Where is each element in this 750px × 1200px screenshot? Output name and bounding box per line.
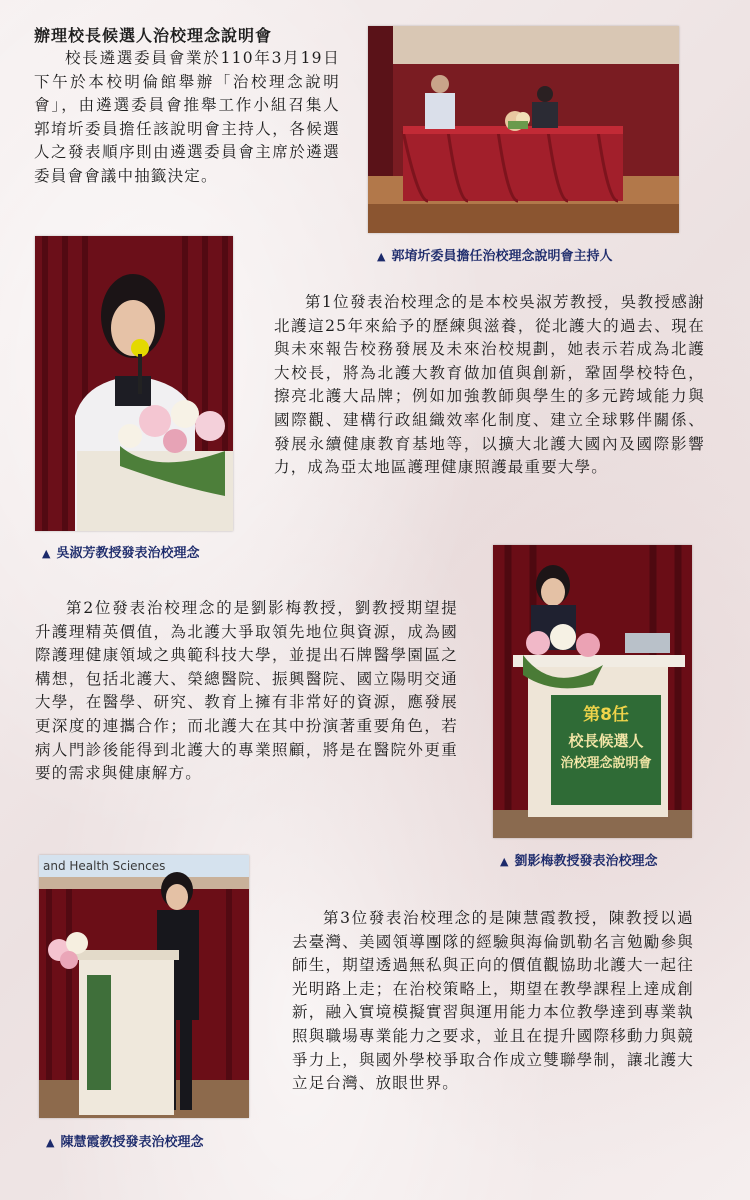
sign-line1: 第8任: [583, 705, 629, 725]
host-photo-image: [368, 26, 679, 233]
host-photo-caption: [377, 245, 612, 264]
liu-caption-text: 劉影梅教授發表治校理念: [514, 854, 658, 869]
photo-banner-text: and Health Sciences: [43, 859, 166, 873]
chen-caption-text: 陳慧霞教授發表治校理念: [60, 1135, 204, 1150]
chen-photo-image: [39, 855, 249, 1118]
wu-photo-image: [35, 236, 233, 531]
triangle-icon: ▲: [46, 1136, 55, 1149]
triangle-icon: ▲: [377, 250, 386, 263]
wu-photo-caption: [42, 542, 199, 561]
intro-paragraph: 校長遴選委員會業於110年3月19日下午於本校明倫館舉辦「治校理念說明會」，由遴選委員會推舉工作小組召集人郭堉圻委員擔任該說明會主持人，各候選人之發表順序則由遴選委員會主席於遴選委員會會議中抽籤決定。: [34, 49, 340, 185]
host-photo: [368, 26, 679, 233]
paragraph-liu: 第2位發表治校理念的是劉影梅教授，劉教授期望提升護理精英價值，為北護大爭取領先地位與資源，成為國際護理健康領域之典範科技大學，並提出石牌醫學園區之構想，包括北護大、榮總醫院、振興醫院、國立陽明交通大學，在醫學、研究、教育上擁有非常好的資源，應發展更深度的連攜合作；而北護大在其中扮演著重要角色，若病人門診後能得到北護大的專業照顧，將是在醫院外更重要的需求與健康解方。: [35, 599, 458, 783]
sign-line2: 校長候選人: [568, 732, 644, 750]
paragraph-wu: 第1位發表治校理念的是本校吳淑芳教授，吳教授感謝北護這25年來給予的歷練與滋養，從北護大的過去、現在與未來報告校務發展及未來治校規劃，她表示若成為北護大校長，將為北護大教育做加值與創新，鞏固學校特色，擦亮北護大品牌；例如加強教師與學生的多元跨域能力與國際觀、建構行政組織效率化制度、建立全球夥伴關係、發展永續健康教育基地等，以擴大北護大國內及國際影響力，成為亞太地區護理健康照護最重要大學。: [274, 293, 705, 477]
liu-photo: [493, 545, 692, 838]
host-caption-text: 郭堉圻委員擔任治校理念說明會主持人: [391, 249, 613, 264]
triangle-icon: ▲: [42, 547, 51, 560]
wu-caption-text: 吳淑芳教授發表治校理念: [56, 546, 200, 561]
paragraph-chen: 第3位發表治校理念的是陳慧霞教授，陳教授以過去臺灣、美國領導團隊的經驗與海倫凱勒名言勉勵參與師生，期望透過無私與正向的價值觀協助北護大一起往光明路上走；在治校策略上，期望在教學課程上達成創新，融入實境模擬實習與運用能力本位教學達到專業執照與職場專業能力之要求，並且在提升國際移動力與競爭力上，與國外學校爭取合作成立雙聯學制，讓北護大立足台灣、放眼世界。: [292, 909, 694, 1093]
triangle-icon: ▲: [500, 855, 509, 868]
chen-photo-caption: [46, 1131, 203, 1150]
chen-photo: [39, 855, 249, 1118]
sign-line3: 治校理念說明會: [560, 756, 652, 771]
wu-photo: [35, 236, 233, 531]
liu-photo-caption: [500, 850, 657, 869]
article-title: 辦理校長候選人治校理念說明會: [34, 26, 273, 45]
liu-photo-image: [493, 545, 692, 838]
